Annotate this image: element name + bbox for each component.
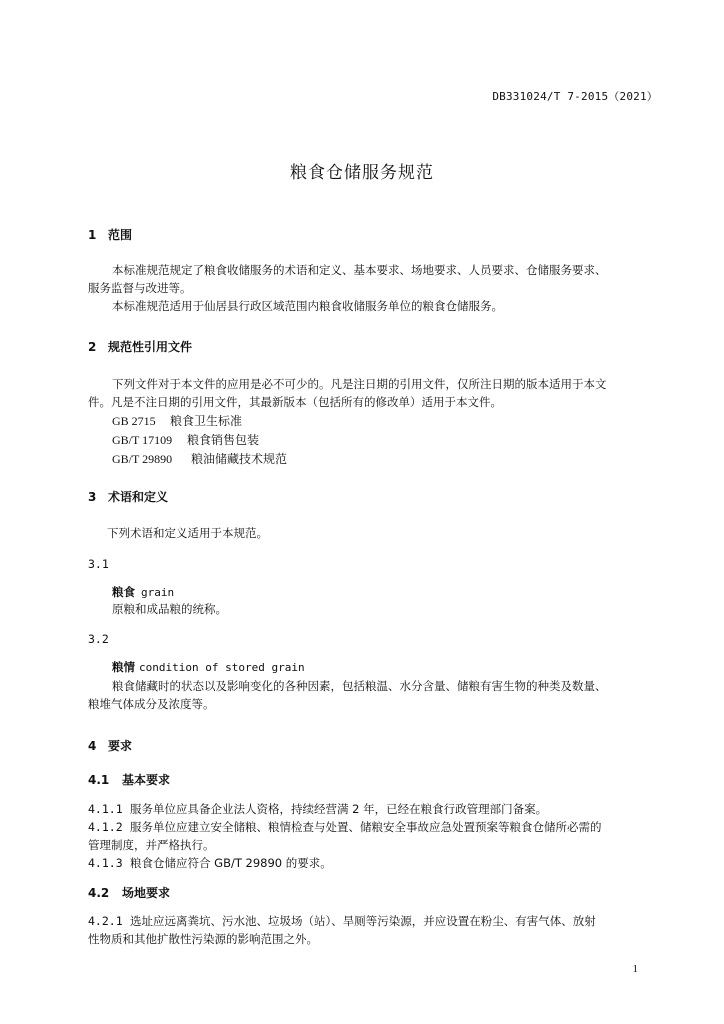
document-title: 粮食仓储服务规范 (290, 163, 434, 183)
subsection-4-2-heading (88, 884, 170, 901)
subsection-number: 4.2 (88, 886, 110, 900)
term-chinese: 粮食 (112, 585, 135, 599)
reference-title: 粮食销售包装 (187, 433, 260, 447)
section-number: 4 (88, 739, 97, 753)
section-title: 规范性引用文件 (108, 340, 193, 354)
clause-text: 服务单位应建立安全储粮、粮情检查与处置、储粮安全事故应急处置预案等粮食仓储所必需的 (130, 820, 602, 834)
section-4-heading (88, 737, 132, 754)
paragraph-line: 本标准规范规定了粮食收储服务的术语和定义、基本要求、场地要求、人员要求、仓储服务要求、 (112, 263, 607, 277)
paragraph-line: 下列文件对于本文件的应用是必不可少的。凡是注日期的引用文件，仅所注日期的版本适用于本文 (112, 377, 607, 391)
clause-4-1-3 (88, 855, 332, 871)
clause-number: 4.2.1 (88, 914, 123, 928)
term-definition: 粮食储藏时的状态以及影响变化的各种因素，包括粮温、水分含量、储粮有害生物的种类及数量、 (112, 679, 607, 693)
subsection-4-1-heading (88, 771, 170, 788)
reference-code: GB/T 17109 (112, 433, 173, 447)
section-2-heading (88, 338, 192, 355)
clause-number: 4.1.2 (88, 820, 123, 834)
subsection-title: 基本要求 (122, 773, 171, 787)
term-number: 3.2 (88, 632, 109, 646)
section-number: 3 (88, 490, 97, 504)
term-entry (112, 659, 305, 675)
section-number: 2 (88, 340, 97, 354)
clause-text: 选址应远离粪坑、污水池、垃圾场（站）、旱厕等污染源，并应设置在粉尘、有害气体、放射 (130, 914, 596, 928)
clause-4-1-2 (88, 819, 602, 835)
clause-number: 4.1.1 (88, 802, 123, 816)
subsection-number: 4.1 (88, 773, 110, 787)
clause-text-continuation: 管理制度，并严格执行。 (88, 838, 215, 852)
term-definition: 粮堆气体成分及浓度等。 (88, 697, 215, 711)
term-entry (112, 584, 174, 600)
normative-reference (112, 450, 287, 467)
subsection-title: 场地要求 (122, 886, 171, 900)
reference-code: GB/T 29890 (112, 452, 173, 466)
section-number: 1 (88, 228, 97, 242)
reference-code: GB 2715 (112, 414, 156, 428)
clause-4-1-1 (88, 801, 547, 817)
clause-text: 粮食仓储应符合 GB/T 29890 的要求。 (130, 856, 332, 870)
clause-number: 4.1.3 (88, 856, 123, 870)
clause-text-continuation: 性物质和其他扩散性污染源的影响范围之外。 (88, 932, 318, 946)
section-title: 术语和定义 (108, 490, 169, 504)
reference-title: 粮油储藏技术规范 (191, 452, 288, 466)
paragraph-line: 件。凡是不注日期的引用文件，其最新版本（包括所有的修改单）适用于本文件。 (88, 395, 502, 409)
term-definition: 原粮和成品粮的统称。 (112, 602, 227, 616)
normative-reference (112, 412, 242, 429)
paragraph-line: 下列术语和定义适用于本规范。 (107, 526, 268, 540)
section-title: 范围 (108, 228, 133, 242)
section-3-heading (88, 488, 168, 505)
reference-title: 粮食卫生标准 (170, 414, 243, 428)
normative-reference (112, 431, 259, 448)
clause-text: 服务单位应具备企业法人资格，持续经营满 2 年，已经在粮食行政管理部门备案。 (130, 802, 548, 816)
paragraph-line: 服务监督与改进等。 (88, 281, 192, 295)
standard-code-header: DB331024/T 7-2015（2021） (492, 90, 658, 103)
term-chinese: 粮情 (112, 660, 135, 674)
term-english: grain (141, 586, 175, 599)
term-number: 3.1 (88, 557, 109, 571)
clause-4-2-1 (88, 913, 596, 929)
page-number: 1 (632, 963, 638, 975)
section-title: 要求 (108, 739, 133, 753)
section-1-heading (88, 226, 132, 243)
paragraph-line: 本标准规范适用于仙居县行政区域范围内粮食收储服务单位的粮食仓储服务。 (112, 299, 503, 313)
term-english: condition of stored grain (139, 661, 305, 674)
